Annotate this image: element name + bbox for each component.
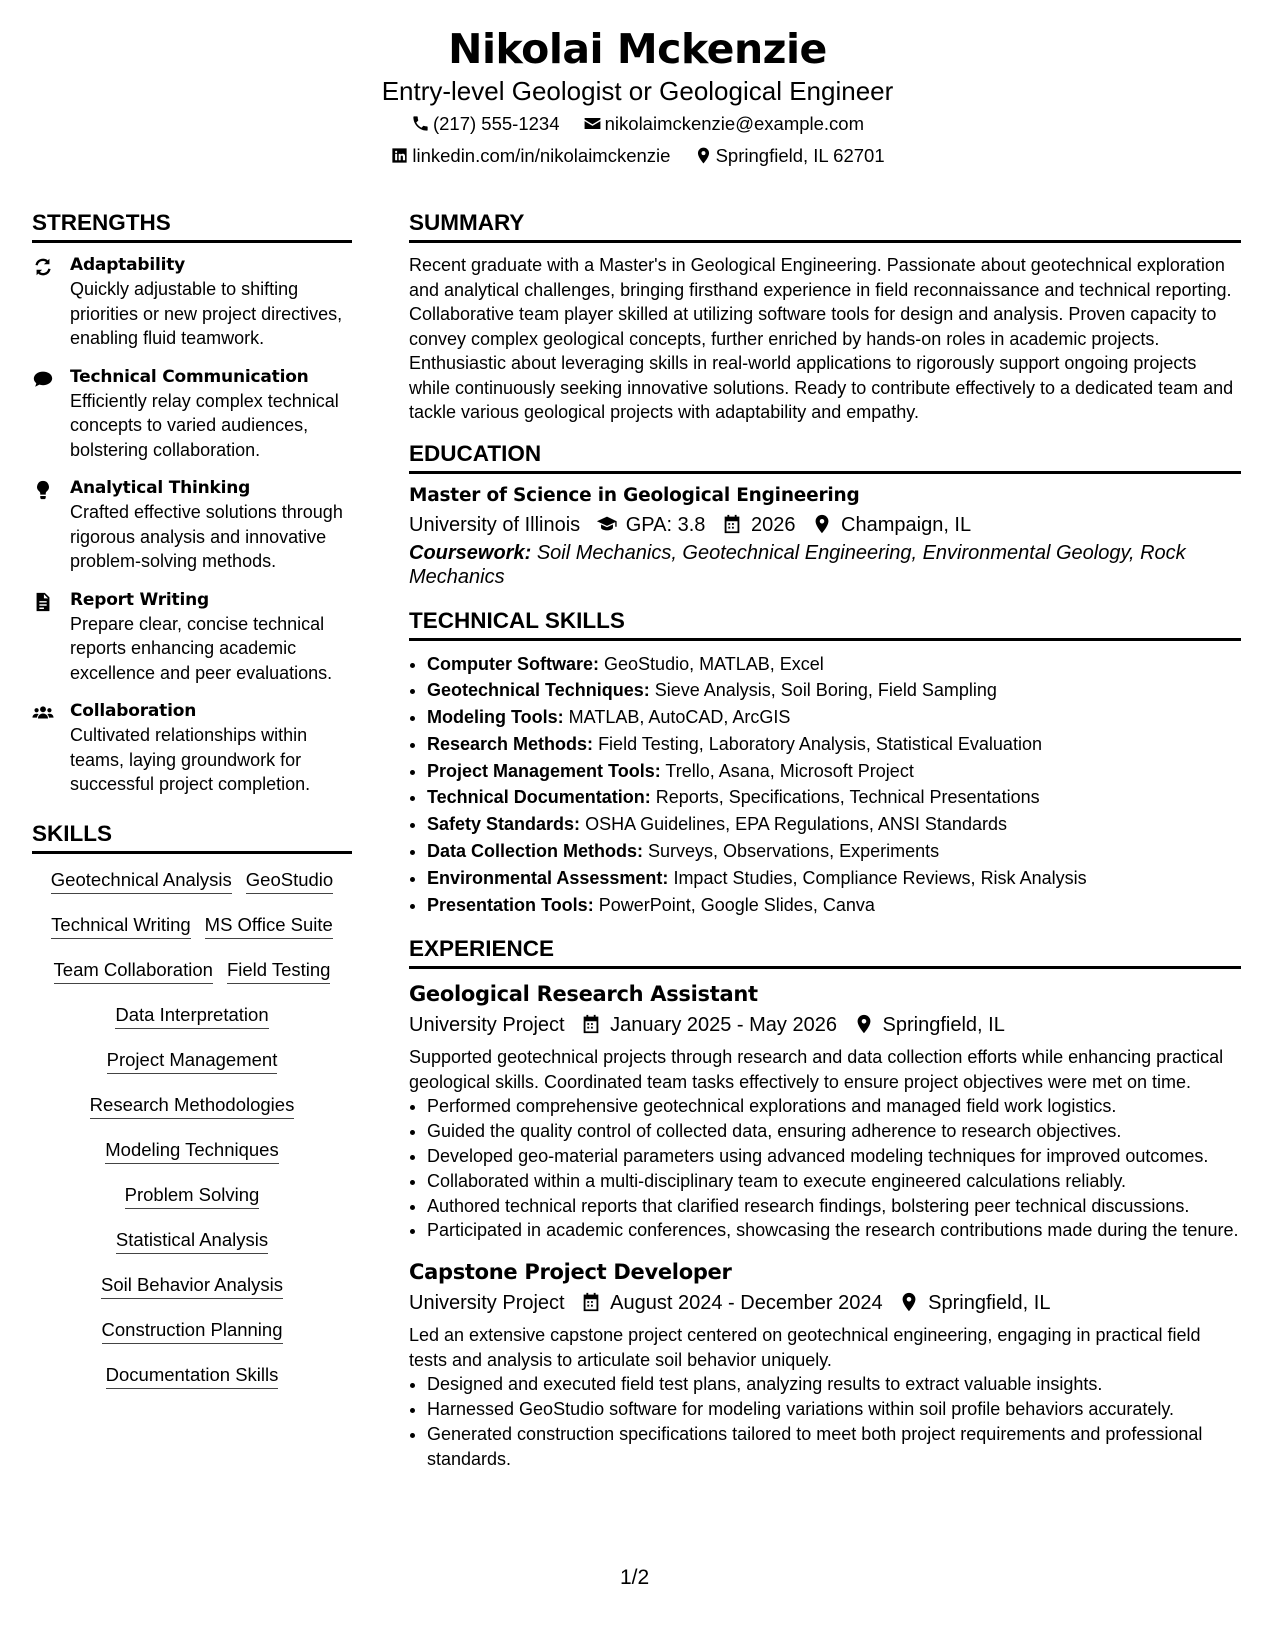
sync-icon xyxy=(32,256,54,278)
job-dates: January 2025 - May 2026 xyxy=(610,1014,837,1037)
skill-label: Geotechnical Techniques: xyxy=(427,680,650,701)
education-heading: EDUCATION xyxy=(409,439,1241,474)
education-meta xyxy=(409,509,1241,541)
left-column xyxy=(32,208,352,1408)
skill-value: PowerPoint, Google Slides, Canva xyxy=(598,894,875,915)
job-meta xyxy=(409,1287,1241,1319)
calendar-icon xyxy=(721,513,743,535)
skills-heading: SKILLS xyxy=(32,819,352,854)
graduation-cap-icon xyxy=(596,513,618,535)
skill-value: Surveys, Observations, Experiments xyxy=(648,841,940,862)
skill-value: Reports, Specifications, Technical Presentations xyxy=(655,787,1040,808)
job-location: Springfield, IL xyxy=(928,1292,1051,1315)
skill-label: Technical Documentation: xyxy=(427,787,651,808)
list-item xyxy=(427,838,1241,865)
summary-heading: SUMMARY xyxy=(409,208,1241,243)
technical-skills-list xyxy=(409,651,1241,919)
school-name: University of Illinois xyxy=(409,513,581,536)
skill-tag: Technical Writing xyxy=(51,913,191,939)
skill-tag: MS Office Suite xyxy=(205,913,333,939)
strength-title: Technical Communication xyxy=(70,366,309,387)
job-title: Geological Research Assistant xyxy=(409,982,758,1007)
skill-tag: Project Management xyxy=(107,1048,278,1074)
strength-title: Adaptability xyxy=(70,255,186,275)
email-contact[interactable] xyxy=(583,108,864,140)
skill-label: Modeling Tools: xyxy=(427,707,564,728)
strength-title: Collaboration xyxy=(70,701,197,721)
calendar-icon xyxy=(580,1013,602,1035)
experience-heading: EXPERIENCE xyxy=(409,934,1241,969)
job-bullets xyxy=(409,1094,1241,1243)
skill-tag: GeoStudio xyxy=(246,868,333,894)
linkedin-contact[interactable] xyxy=(390,140,670,172)
contact-row-1 xyxy=(0,108,1275,140)
skill-tag: Data Interpretation xyxy=(115,1003,268,1029)
technical-skills-heading: TECHNICAL SKILLS xyxy=(409,606,1241,641)
skill-tag: Team Collaboration xyxy=(54,958,213,984)
skill-label: Computer Software: xyxy=(427,653,600,674)
skill-label: Research Methods: xyxy=(427,733,594,754)
strength-desc: Prepare clear, concise technical reports enhancing academic excellence and peer evaluations. xyxy=(70,613,333,683)
right-column xyxy=(409,208,1241,1485)
job-org: University Project xyxy=(409,1014,565,1037)
list-item: • Generated construction specifications tailored to meet both project requirements and professional standards. xyxy=(427,1422,1241,1472)
contact-row-2 xyxy=(0,140,1275,172)
calendar-icon xyxy=(580,1291,602,1313)
skill-label: Project Management Tools: xyxy=(427,760,661,781)
skill-value: Impact Studies, Compliance Reviews, Risk Analysis xyxy=(673,867,1087,888)
job-entry xyxy=(409,1257,1241,1471)
job-dates: August 2024 - December 2024 xyxy=(610,1292,883,1315)
skill-tag: Geotechnical Analysis xyxy=(51,868,232,894)
job-location: Springfield, IL xyxy=(882,1014,1005,1037)
strength-desc: Efficiently relay complex technical concepts to varied audiences, bolstering collaboration. xyxy=(70,390,339,460)
strength-item xyxy=(32,476,352,574)
list-item: • Participated in academic conferences, showcasing the research contributions made during the tenure. xyxy=(427,1218,1241,1243)
linkedin-icon xyxy=(390,146,409,165)
list-item: • Collaborated within a multi-disciplinary team to execute engineered calculations reliably. xyxy=(427,1169,1241,1194)
list-item: • Harnessed GeoStudio software for modeling variations within soil profile behaviors accurately. xyxy=(427,1397,1241,1422)
skill-tag: Modeling Techniques xyxy=(105,1138,278,1164)
summary-text: Recent graduate with a Master's in Geological Engineering. Passionate about geotechnical exploration and analytical challenges, bringing firsthand experience in field reconnaissance and technical reporting. Collaborative team player skilled at utilizing software tools for design and analysis. Proven capacity to convey complex geological concepts, further enriched by hands-on roles in academic projects. Enthusiastic about leveraging skills in real-world applications to rigorously support ongoing projects while continuously seeking innovative solutions. Ready to contribute effectively to a dedicated team and tackle various geological projects with adaptability and empathy. xyxy=(409,255,1234,422)
skill-value: Sieve Analysis, Soil Boring, Field Sampling xyxy=(654,680,997,701)
phone-icon xyxy=(411,114,430,133)
job-meta xyxy=(409,1009,1241,1041)
strength-desc: Crafted effective solutions through rigorous analysis and innovative problem-solving methods. xyxy=(70,502,343,571)
comment-icon xyxy=(32,368,54,390)
list-item: • Developed geo-material parameters using advanced modeling techniques for improved outcomes. xyxy=(427,1144,1241,1169)
strengths-heading: STRENGTHS xyxy=(32,208,352,243)
phone-text: (217) 555-1234 xyxy=(432,113,560,134)
skill-tag: Research Methodologies xyxy=(90,1093,295,1119)
skill-value: MATLAB, AutoCAD, ArcGIS xyxy=(568,707,791,728)
skill-value: Trello, Asana, Microsoft Project xyxy=(665,760,914,781)
users-icon xyxy=(32,702,54,724)
skill-label: Environmental Assessment: xyxy=(427,867,669,888)
coursework-label: Coursework: xyxy=(409,541,532,564)
list-item xyxy=(427,811,1241,838)
job-bullets xyxy=(409,1372,1241,1471)
list-item xyxy=(427,704,1241,731)
list-item: • Performed comprehensive geotechnical explorations and managed field work logistics. xyxy=(427,1094,1241,1119)
list-item xyxy=(427,731,1241,758)
job-title: Capstone Project Developer xyxy=(409,1260,732,1285)
skill-value: GeoStudio, MATLAB, Excel xyxy=(604,653,824,674)
skill-tag: Documentation Skills xyxy=(106,1363,279,1389)
list-item xyxy=(427,651,1241,678)
strength-item xyxy=(32,253,352,351)
skill-value: OSHA Guidelines, EPA Regulations, ANSI Standards xyxy=(585,814,1007,835)
coursework-text: Soil Mechanics, Geotechnical Engineering, Environmental Geology, Rock Mechanics xyxy=(409,541,1186,588)
job-org: University Project xyxy=(409,1292,565,1315)
strength-title: Analytical Thinking xyxy=(70,478,251,498)
location-text: Springfield, IL 62701 xyxy=(715,145,885,166)
strength-item xyxy=(32,365,352,463)
list-item: • Authored technical reports that clarified research findings, bolstering peer technical discussions. xyxy=(427,1194,1241,1219)
skill-tag: Construction Planning xyxy=(102,1318,283,1344)
skill-label: Presentation Tools: xyxy=(427,894,594,915)
degree-title: Master of Science in Geological Engineering xyxy=(409,484,860,506)
skill-label: Data Collection Methods: xyxy=(427,841,644,862)
skill-tag: Problem Solving xyxy=(125,1183,260,1209)
map-marker-icon xyxy=(694,146,713,165)
document-icon xyxy=(32,591,54,613)
map-marker-icon xyxy=(853,1013,875,1035)
page-number: 1/2 xyxy=(620,1566,650,1589)
email-text: nikolaimckenzie@example.com xyxy=(604,113,865,134)
job-entry xyxy=(409,979,1241,1243)
list-item: • Designed and executed field test plans, analyzing results to extract valuable insights. xyxy=(427,1372,1241,1397)
map-marker-icon xyxy=(898,1291,920,1313)
candidate-name: Nikolai Mckenzie xyxy=(448,25,827,73)
job-description: Supported geotechnical projects through research and data collection efforts while enhancing practical geological skills. Coordinated team tasks effectively to ensure project objectives were met on time. xyxy=(409,1047,1224,1092)
resume-header xyxy=(0,0,1275,172)
skill-tag: Field Testing xyxy=(227,958,331,984)
job-description: Led an extensive capstone project centered on geotechnical engineering, engaging in practical field tests and analysis to articulate soil behavior uniquely. xyxy=(409,1325,1201,1370)
graduation-year: 2026 xyxy=(750,513,796,536)
map-marker-icon xyxy=(811,513,833,535)
list-item xyxy=(427,677,1241,704)
strength-title: Report Writing xyxy=(70,589,209,610)
skill-tag: Statistical Analysis xyxy=(116,1228,268,1254)
lightbulb-icon xyxy=(32,479,54,501)
school-location: Champaign, IL xyxy=(841,513,972,536)
skill-label: Safety Standards: xyxy=(427,814,581,835)
location-contact xyxy=(694,140,885,172)
candidate-role: Entry-level Geologist or Geological Engineer xyxy=(381,76,894,106)
skill-tag: Soil Behavior Analysis xyxy=(101,1273,283,1299)
linkedin-text: linkedin.com/in/nikolaimckenzie xyxy=(412,145,671,166)
strength-desc: Cultivated relationships within teams, laying groundwork for successful project completion. xyxy=(70,725,311,794)
strength-desc: Quickly adjustable to shifting priorities or new project directives, enabling fluid teamwork. xyxy=(70,279,343,348)
list-item xyxy=(427,892,1241,919)
list-item xyxy=(427,865,1241,892)
coursework xyxy=(409,541,1241,590)
list-item: • Guided the quality control of collected data, ensuring adherence to research objectives. xyxy=(427,1119,1241,1144)
envelope-icon xyxy=(583,114,602,133)
list-item xyxy=(427,758,1241,785)
strength-item xyxy=(32,588,352,686)
list-item xyxy=(427,784,1241,811)
gpa-text: GPA: 3.8 xyxy=(625,513,706,536)
strength-item xyxy=(32,699,352,797)
skill-value: Field Testing, Laboratory Analysis, Statistical Evaluation xyxy=(598,733,1042,754)
skills-list xyxy=(32,864,352,1408)
phone-contact[interactable] xyxy=(411,108,560,140)
